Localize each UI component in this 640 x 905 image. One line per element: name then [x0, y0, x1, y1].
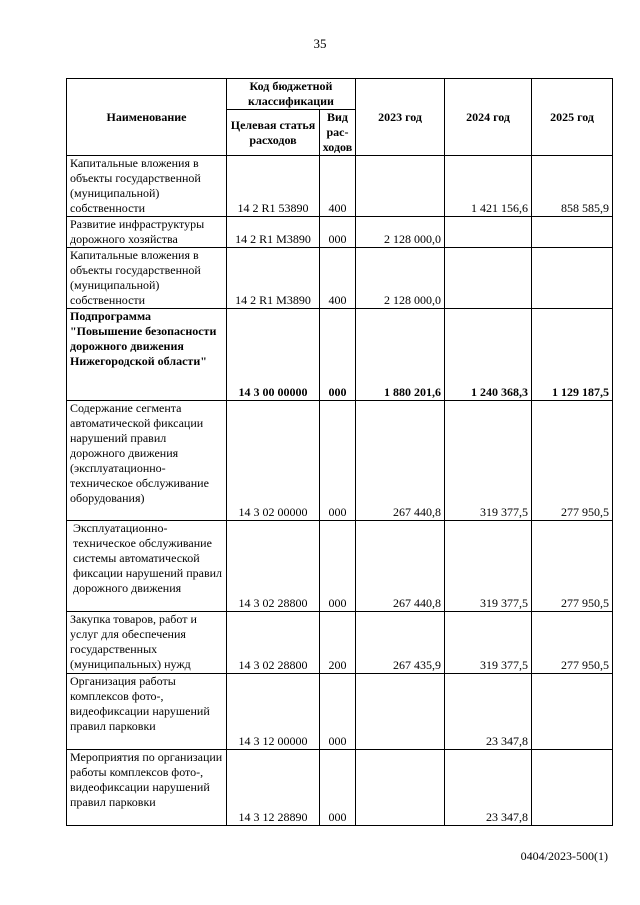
- row-kind: 000: [320, 309, 356, 401]
- document-code: 0404/2023-500(1): [520, 849, 608, 863]
- row-2024: 1 240 368,3: [445, 309, 532, 401]
- row-2025: 277 950,5: [532, 612, 613, 674]
- table-row: [67, 612, 613, 674]
- row-kind: 200: [320, 612, 356, 674]
- header-2024: 2024 год: [445, 79, 532, 156]
- table-row: [67, 401, 613, 521]
- row-name: Организация работы комплексов фото-, видеофиксации нарушений правил парковки: [67, 674, 227, 750]
- row-2025: [532, 750, 613, 826]
- row-code: 14 2 R1 M3890: [227, 217, 320, 248]
- row-kind: 000: [320, 217, 356, 248]
- row-kind: 000: [320, 674, 356, 750]
- row-2025: 858 585,9: [532, 156, 613, 217]
- row-2024: 319 377,5: [445, 521, 532, 612]
- row-code: 14 3 02 28800: [227, 612, 320, 674]
- row-2023: [356, 750, 445, 826]
- row-code: 14 3 02 00000: [227, 401, 320, 521]
- header-2023: 2023 год: [356, 79, 445, 156]
- row-name: Эксплуатационно-техническое обслуживание системы автоматической фиксации нарушений правил дорожного движения: [67, 521, 227, 612]
- row-code: 14 3 00 00000: [227, 309, 320, 401]
- row-2023: 267 440,8: [356, 521, 445, 612]
- row-kind: 000: [320, 521, 356, 612]
- row-name: Мероприятия по организации работы комплексов фото-, видеофиксации нарушений правил парковки: [67, 750, 227, 826]
- row-2025: 1 129 187,5: [532, 309, 613, 401]
- table-row-subprogram: [67, 309, 613, 401]
- row-kind: 000: [320, 401, 356, 521]
- row-2025: [532, 674, 613, 750]
- row-code: 14 3 12 28890: [227, 750, 320, 826]
- row-2023: 2 128 000,0: [356, 217, 445, 248]
- row-2025: 277 950,5: [532, 521, 613, 612]
- header-expense-type: Вид рас-ходов: [320, 110, 356, 156]
- row-2024: [445, 248, 532, 309]
- header-target-article: Целевая статья расходов: [227, 110, 320, 156]
- row-kind: 000: [320, 750, 356, 826]
- row-code: 14 3 02 28800: [227, 521, 320, 612]
- row-2025: [532, 217, 613, 248]
- row-2023: 267 440,8: [356, 401, 445, 521]
- row-2024: [445, 217, 532, 248]
- row-code: 14 3 12 00000: [227, 674, 320, 750]
- row-2025: [532, 248, 613, 309]
- row-2024: 319 377,5: [445, 612, 532, 674]
- header-classification: Код бюджетной классификации: [227, 79, 356, 110]
- row-kind: 400: [320, 156, 356, 217]
- table-row: [67, 750, 613, 826]
- table-row: [67, 217, 613, 248]
- row-2023: [356, 156, 445, 217]
- budget-table: [66, 78, 613, 826]
- row-name: Подпрограмма "Повышение безопасности дорожного движения Нижегородской области": [67, 309, 227, 401]
- row-2024: 23 347,8: [445, 674, 532, 750]
- header-name: Наименование: [67, 79, 227, 156]
- row-2024: 319 377,5: [445, 401, 532, 521]
- row-2023: 267 435,9: [356, 612, 445, 674]
- row-2023: [356, 674, 445, 750]
- table-row: [67, 156, 613, 217]
- row-2023: 2 128 000,0: [356, 248, 445, 309]
- row-code: 14 2 R1 M3890: [227, 248, 320, 309]
- page-number: 35: [313, 36, 327, 51]
- row-2024: 23 347,8: [445, 750, 532, 826]
- table-row: [67, 674, 613, 750]
- row-2023: 1 880 201,6: [356, 309, 445, 401]
- header-2025: 2025 год: [532, 79, 613, 156]
- row-name: Капитальные вложения в объекты государственной (муниципальной) собственности: [67, 156, 227, 217]
- row-name: Содержание сегмента автоматической фиксации нарушений правил дорожного движения (эксплуатационно-техническое обслуживание оборудования): [67, 401, 227, 521]
- table-row: [67, 521, 613, 612]
- table-row: [67, 248, 613, 309]
- row-2025: 277 950,5: [532, 401, 613, 521]
- row-name: Закупка товаров, работ и услуг для обеспечения государственных (муниципальных) нужд: [67, 612, 227, 674]
- row-2024: 1 421 156,6: [445, 156, 532, 217]
- row-kind: 400: [320, 248, 356, 309]
- row-code: 14 2 R1 53890: [227, 156, 320, 217]
- row-name: Капитальные вложения в объекты государственной (муниципальной) собственности: [67, 248, 227, 309]
- row-name: Развитие инфраструктуры дорожного хозяйства: [67, 217, 227, 248]
